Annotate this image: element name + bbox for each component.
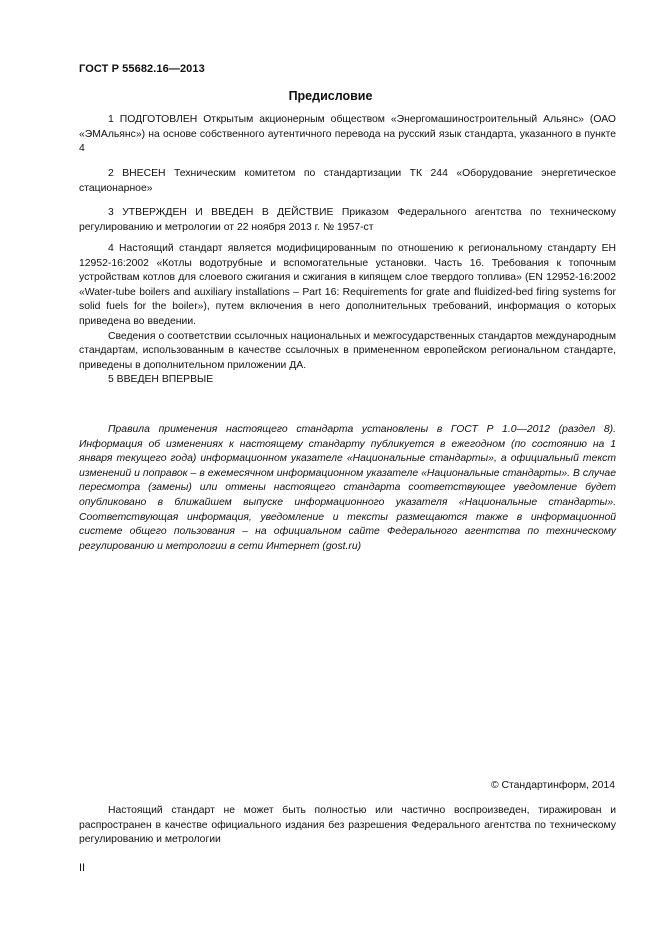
item-1-text: 1 ПОДГОТОВЛЕН Открытым акционерным обществом «Энергомашиностроительный Альянс» (ОАО «ЭМАльянс») на основе собственного аутентичного перевода на русский язык стандарта, указанного в пункте 4 (79, 114, 616, 155)
page-number: II (79, 862, 86, 874)
rules-text: Правила применения настоящего стандарта установлены в ГОСТ Р 1.0—2012 (раздел 8). Информация об изменениях к настоящему стандарту публикуется в ежегодном (по состоянию на 1 января текущего года) информационном указателе «Национальные стандарты», а официальный текст изменений и поправок – в ежемесячном информационном указателе «Национальные стандарты». В случае пересмотра (замены) или отмены настоящего стандарта соответствующее уведомление будет опубликовано в ближайшем выпуске информационного указателя «Национальные стандарты». Соответствующая информация, уведомление и тексты размещаются также в информационной системе общего пользования – на официальном сайте Федерального агентства по техническому регулированию и метрологии в сети Интернет (gost.ru) (79, 424, 616, 552)
item-5-text: 5 ВВЕДЕН ВПЕРВЫЕ (108, 374, 214, 385)
item-4-references-text: Сведения о соответствии ссылочных национальных и межгосударственных стандартов международным стандартам, использованным в качестве ссылочных в примененном европейском региональном стандарте, приведены в дополнительном приложении ДА. (79, 330, 616, 371)
item-3-text: 3 УТВЕРЖДЕН И ВВЕДЕН В ДЕЙСТВИЕ Приказом Федерального агентства по техническому регулированию и метрологии от 22 ноября 2013 г. № 1957-ст (79, 207, 616, 233)
item-4 (79, 242, 616, 373)
rules-paragraph (79, 423, 616, 554)
item-1 (79, 113, 616, 157)
copyright: © Стандартинформ, 2014 (490, 780, 615, 791)
page-title: Предисловие (288, 89, 373, 103)
reproduction-notice: Настоящий стандарт не может быть полностью или частично воспроизведен, тиражирован и распространен в качестве официального издания без разрешения Федерального агентства по техническому регулированию и метрологии (79, 805, 616, 846)
item-4-text: 4 Настоящий стандарт является модифицированным по отношению к региональному стандарту ЕН 12952-16:2002 «Котлы водотрубные и вспомогательные установки. Часть 16. Требования к топочным устройствам котлов для слоевого сжигания и сжигания в кипящем слое твердого топлива» (EN 12952-16:2002 «Water-tube boilers and auxiliary installations – Part 16: Requirements for grate and fluidized-bed firing systems for solid fuels for the boiler»), путем включения в него дополнительных требований, информация о которых приведена во введении. (79, 243, 616, 327)
item-5 (79, 373, 616, 388)
item-2 (79, 167, 616, 196)
standard-code: ГОСТ Р 55682.16—2013 (79, 63, 205, 75)
item-2-text: 2 ВНЕСЕН Техническим комитетом по стандартизации ТК 244 «Оборудование энергетическое стационарное» (79, 168, 616, 194)
item-3 (79, 206, 616, 235)
